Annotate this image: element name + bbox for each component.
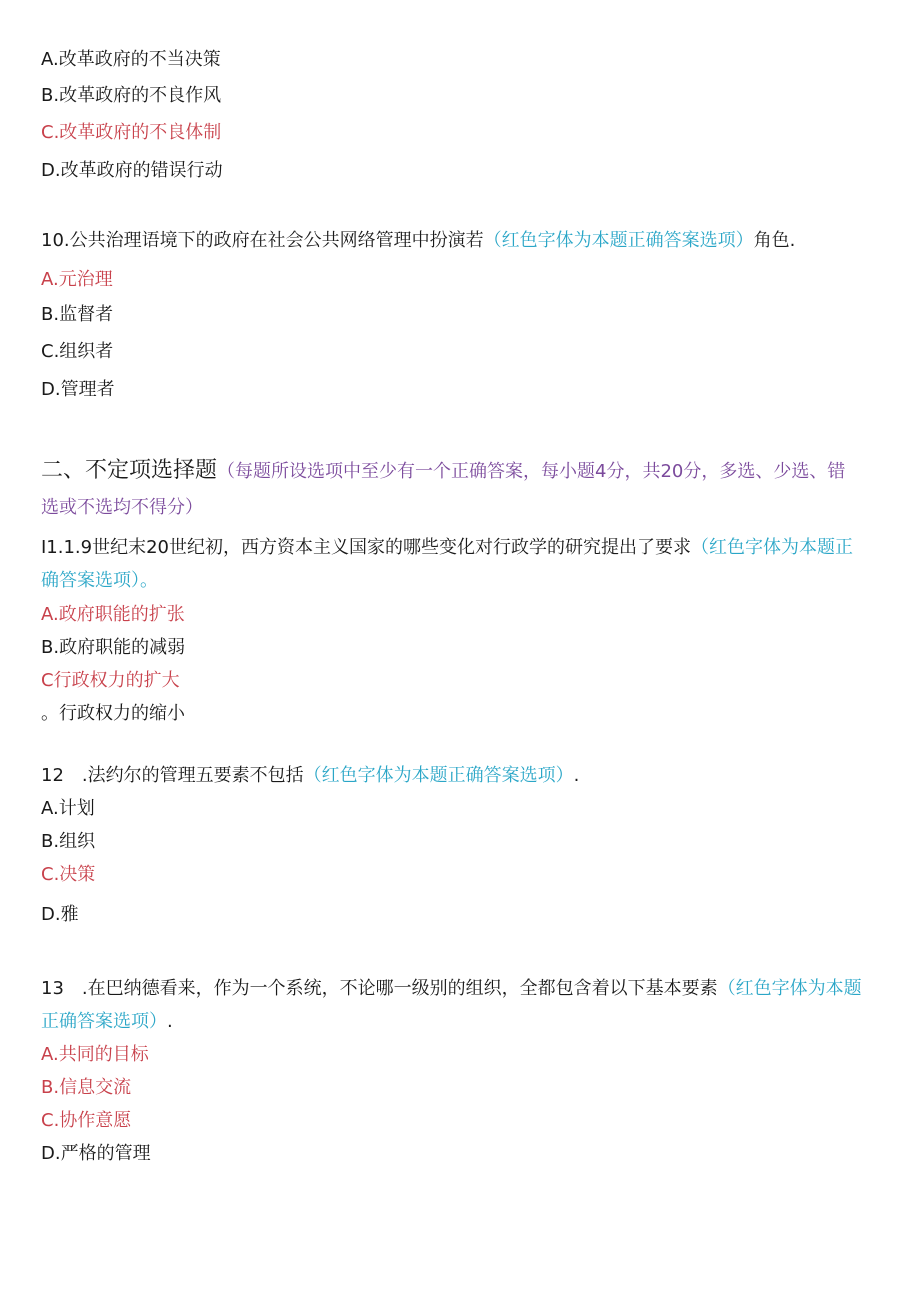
q13-stem-line2 bbox=[41, 1010, 173, 1034]
q13-option-b: B.信息交流 bbox=[41, 1077, 132, 1098]
section-heading bbox=[41, 459, 845, 484]
q12-stem-text: 12 .法约尔的管理五要素不包括 bbox=[41, 765, 304, 786]
q10-option-d: D.管理者 bbox=[41, 379, 115, 400]
q13-option-a: A.共同的目标 bbox=[41, 1044, 149, 1065]
q13-stem-hint: （红色字体为本题 bbox=[717, 978, 862, 999]
q13-stem-text: 13 .在巴纳德看来，作为一个系统，不论哪一级别的组织，全都包含着以下基本要素 bbox=[41, 978, 718, 999]
q13-stem-hint-cont: 正确答案选项） bbox=[41, 1011, 167, 1032]
q11-option-d: 。行政权力的缩小 bbox=[41, 703, 185, 724]
q11-stem-text: I1.1.9世纪末20世纪初，西方资本主义国家的哪些变化对行政学的研究提出了要求 bbox=[41, 537, 692, 558]
q10-stem bbox=[41, 229, 795, 253]
q9-option-b: B.改革政府的不良作风 bbox=[41, 85, 222, 106]
q12-stem-hint: （红色字体为本题正确答案选项） bbox=[303, 765, 574, 786]
q9-option-d: D.改革政府的错误行动 bbox=[41, 160, 223, 181]
q10-stem-hint: （红色字体为本题正确答案选项） bbox=[483, 230, 754, 251]
q9-option-c: C.改革政府的不良体制 bbox=[41, 122, 222, 143]
q13-stem-end: . bbox=[167, 1011, 173, 1032]
q12-stem-end: . bbox=[573, 765, 580, 786]
q11-stem-line1 bbox=[41, 536, 853, 560]
q11-option-a: A.政府职能的扩张 bbox=[41, 604, 185, 625]
q11-stem-line2: 确答案选项）。 bbox=[41, 570, 158, 591]
q11-stem-hint: （红色字体为本题正 bbox=[691, 537, 854, 558]
q11-option-c: C行政权力的扩大 bbox=[41, 670, 180, 691]
section-title: 二、不定项选择题 bbox=[41, 458, 218, 483]
section-hint-line2: 选或不选均不得分） bbox=[41, 497, 203, 518]
q10-option-a: A.元治理 bbox=[41, 269, 113, 290]
q10-option-c: C.组织者 bbox=[41, 341, 114, 362]
q13-option-d: D.严格的管理 bbox=[41, 1143, 151, 1164]
q9-option-a: A.改革政府的不当决策 bbox=[41, 49, 221, 70]
section-hint-line1: （每题所设选项中至少有一个正确答案，每小题4分，共20分，多选、少选、错 bbox=[217, 461, 846, 482]
q13-stem-line1 bbox=[41, 977, 862, 1001]
q12-option-b: B.组织 bbox=[41, 831, 96, 852]
q10-stem-end: 角色. bbox=[753, 230, 796, 251]
q10-option-b: B.监督者 bbox=[41, 304, 114, 325]
q11-option-b: B.政府职能的减弱 bbox=[41, 637, 186, 658]
q10-stem-text: 10.公共治理语境下的政府在社会公共网络管理中扮演若 bbox=[41, 230, 484, 251]
q12-stem bbox=[41, 764, 579, 788]
q13-option-c: C.协作意愿 bbox=[41, 1110, 132, 1131]
q12-option-c: C.决策 bbox=[41, 864, 96, 885]
q12-option-d: D.雅 bbox=[41, 904, 79, 925]
q12-option-a: A.计划 bbox=[41, 798, 95, 819]
